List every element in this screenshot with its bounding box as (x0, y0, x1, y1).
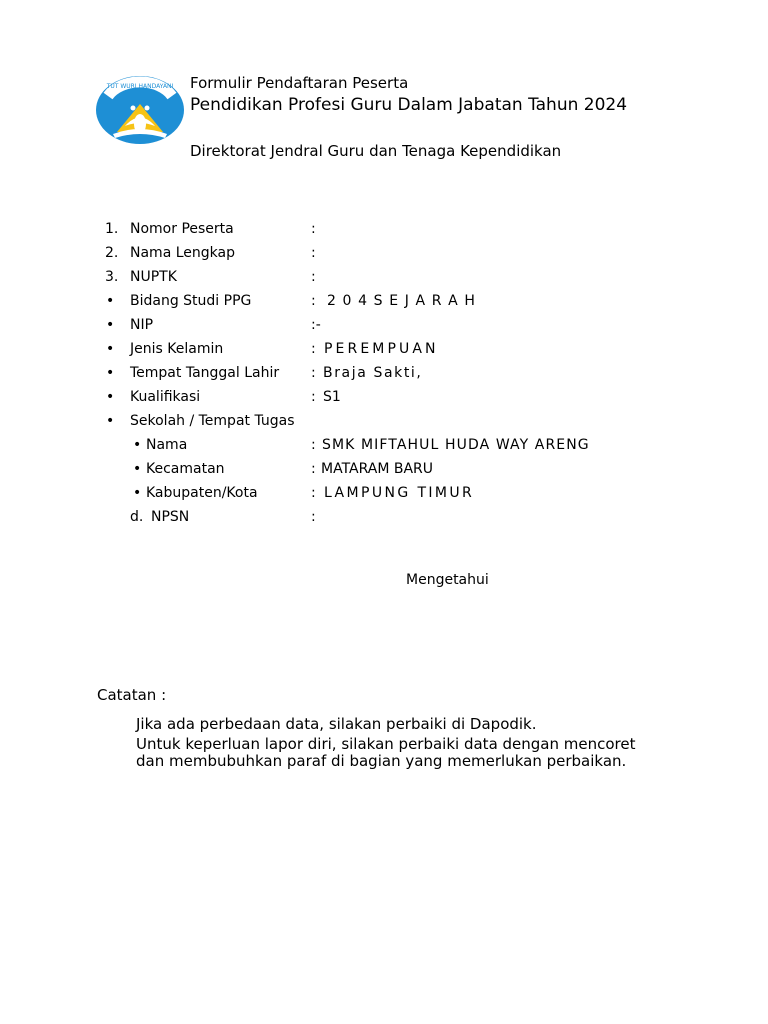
tut-wuri-handayani-logo (95, 74, 185, 144)
bullet-icon: • (133, 437, 142, 453)
field-colon: : (311, 437, 316, 453)
field-value: PEREMPUAN (324, 341, 439, 357)
field-colon: : (311, 461, 316, 477)
bullet-icon: • (106, 389, 115, 405)
field-value: S1 (323, 389, 341, 405)
form-subtitle: Formulir Pendaftaran Peserta (190, 74, 409, 92)
field-label: Tempat Tanggal Lahir (130, 365, 280, 381)
field-value: MATARAM BARU (321, 461, 434, 477)
field-label: NUPTK (130, 269, 177, 285)
field-label: NPSN (151, 509, 190, 525)
field-label: Sekolah / Tempat Tugas (130, 413, 295, 429)
list-marker: d. (130, 509, 144, 525)
bullet-icon: • (133, 485, 142, 501)
logo-text: TUT WURI HANDAYANI (106, 83, 174, 90)
note-line-1: Jika ada perbedaan data, silakan perbaiki di Dapodik. (136, 715, 537, 733)
note-line-2: Untuk keperluan lapor diri, silakan perbaiki data dengan mencoret dan membubuhkan paraf di bagian yang memerlukan perbaikan. (136, 735, 636, 770)
field-colon: : (311, 485, 316, 501)
bullet-icon: • (106, 341, 115, 357)
bullet-icon: • (133, 461, 142, 477)
bullet-icon: • (106, 365, 115, 381)
field-label: Nama (146, 437, 188, 453)
field-label: Kabupaten/Kota (146, 485, 258, 501)
page-title: Pendidikan Profesi Guru Dalam Jabatan Tahun 2024 (190, 95, 628, 115)
field-colon: :- (311, 317, 321, 333)
field-label: Bidang Studi PPG (130, 293, 252, 309)
directorate-name: Direktorat Jendral Guru dan Tenaga Kependidikan (190, 142, 562, 160)
field-colon: : (311, 293, 316, 309)
field-value: SMK MIFTAHUL HUDA WAY ARENG (322, 437, 590, 453)
field-colon: : (311, 365, 316, 381)
bullet-icon: • (106, 317, 115, 333)
field-colon: : (311, 509, 316, 525)
field-label: NIP (130, 317, 154, 333)
field-colon: : (311, 245, 316, 261)
field-label: Nomor Peserta (130, 221, 234, 237)
notes-label: Catatan : (97, 686, 167, 704)
list-marker: 2. (105, 245, 119, 261)
field-label: Nama Lengkap (130, 245, 235, 261)
list-marker: 3. (105, 269, 119, 285)
field-value: LAMPUNG TIMUR (324, 485, 475, 501)
bullet-icon: • (106, 413, 115, 429)
bullet-icon: • (106, 293, 115, 309)
signature-label: Mengetahui (406, 572, 489, 588)
field-label: Kecamatan (146, 461, 225, 477)
field-colon: : (311, 341, 316, 357)
field-label: Kualifikasi (130, 389, 201, 405)
field-colon: : (311, 389, 316, 405)
field-label: Jenis Kelamin (130, 341, 224, 357)
field-value: 2 0 4 S E J A R A H (327, 293, 476, 309)
field-colon: : (311, 221, 316, 237)
list-marker: 1. (105, 221, 119, 237)
field-value: Braja Sakti, (323, 365, 423, 381)
field-colon: : (311, 269, 316, 285)
